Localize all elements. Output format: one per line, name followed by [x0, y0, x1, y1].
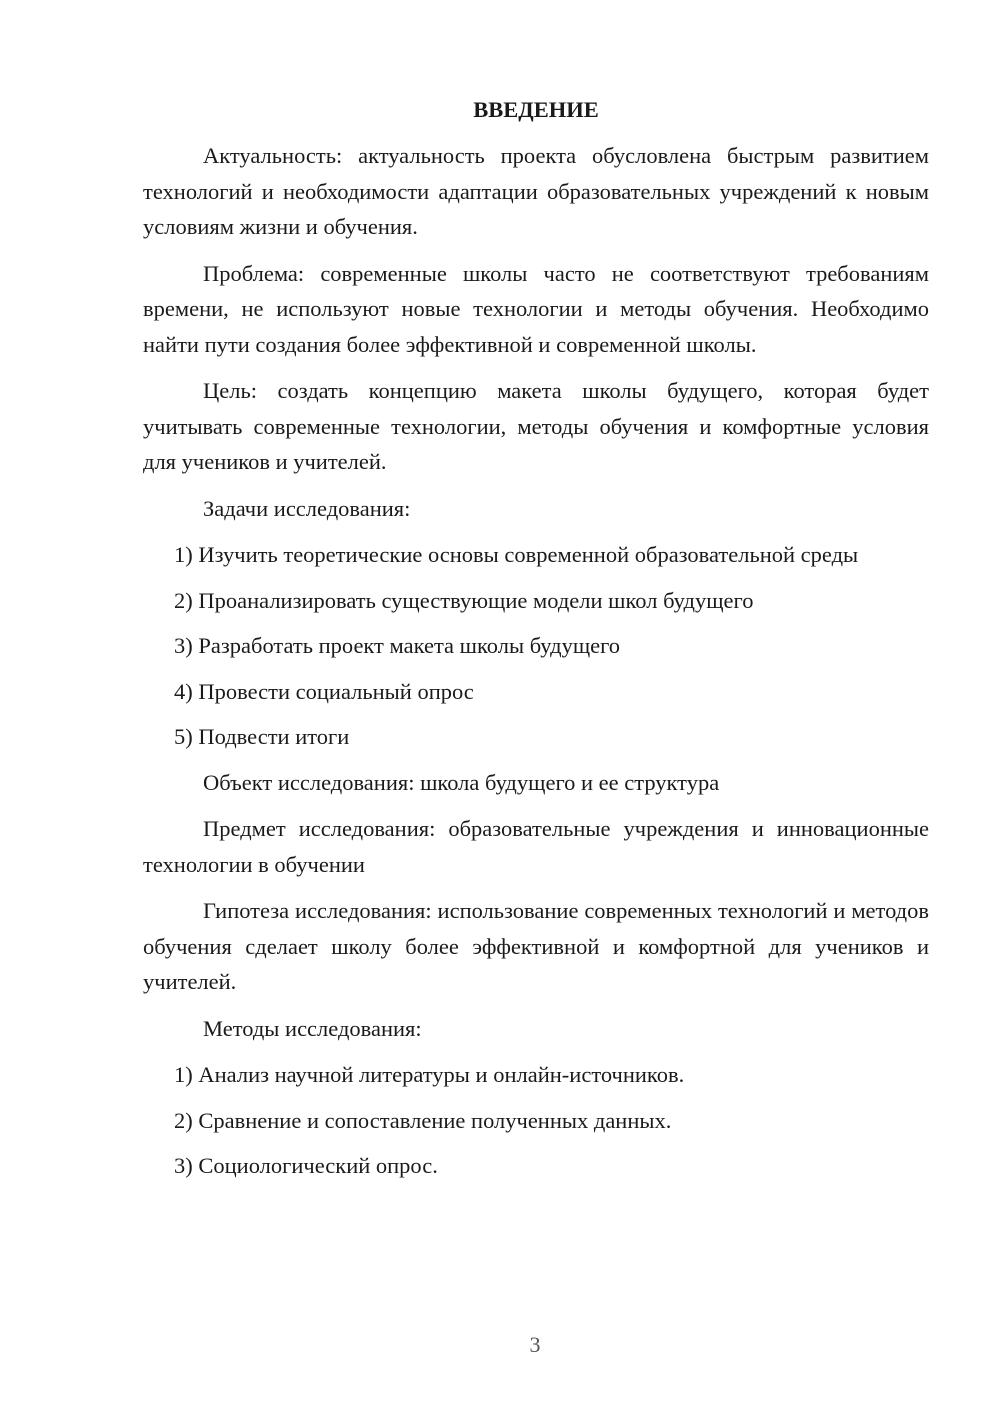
- document-title: ВВЕДЕНИЕ: [473, 97, 599, 122]
- goal-paragraph: Цель: создать концепцию макета школы будущего, которая будет учитывать современные технологии, методы обучения и комфортные условия для учеников и учителей.: [143, 378, 929, 474]
- relevance-paragraph: Актуальность: актуальность проекта обусловлена быстрым развитием технологий и необходимости адаптации образовательных учреждений к новым условиям жизни и обучения.: [143, 143, 929, 239]
- tasks-heading: Задачи исследования:: [203, 495, 411, 521]
- task-item: 5) Подвести итоги: [174, 724, 350, 749]
- task-item: 2) Проанализировать существующие модели школ будущего: [174, 587, 754, 613]
- document-page: [143, 92, 929, 1194]
- subject-paragraph: Предмет исследования: образовательные учреждения и инновационные технологии в обучении: [143, 816, 929, 877]
- hypothesis-paragraph: Гипотеза исследования: использование современных технологий и методов обучения сделает школу более эффективной и комфортной для учеников и учителей.: [143, 898, 929, 994]
- problem-paragraph: Проблема: современные школы часто не соответствуют требованиям времени, не используют новые технологии и методы обучения. Необходимо найти пути создания более эффективной и современной школы.: [143, 260, 929, 357]
- task-item: 3) Разработать проект макета школы будущего: [174, 633, 621, 658]
- method-item: 3) Социологический опрос.: [174, 1153, 438, 1178]
- task-item: 4) Провести социальный опрос: [174, 678, 474, 704]
- method-item: 2) Сравнение и сопоставление полученных данных.: [174, 1107, 672, 1133]
- object-paragraph: Объект исследования: школа будущего и ее структура: [203, 769, 720, 795]
- page-number: 3: [529, 1332, 541, 1357]
- methods-heading: Методы исследования:: [203, 1015, 422, 1041]
- task-item: 1) Изучить теоретические основы современной образовательной среды: [174, 542, 859, 567]
- method-item: 1) Анализ научной литературы и онлайн-источников.: [174, 1062, 685, 1087]
